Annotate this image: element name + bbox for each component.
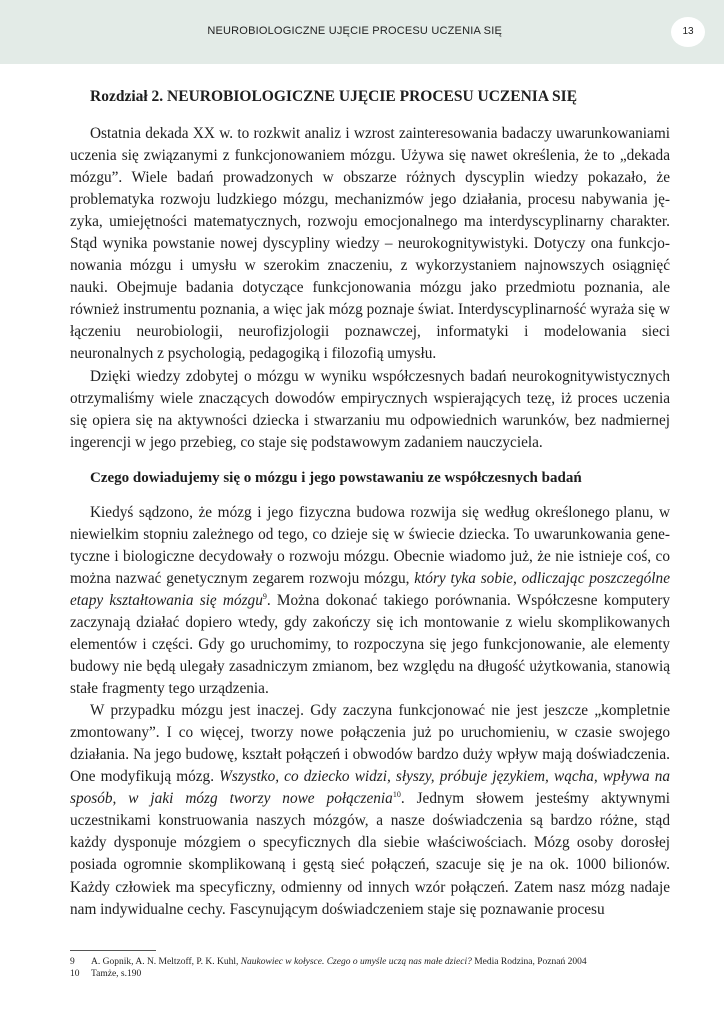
footnote-10 — [70, 968, 670, 980]
paragraph-4-quote: Wszystko, co dziecko widzi, słyszy, próbuje językiem, wącha, wpływa na sposób, w jaki mózg tworzy nowe połączenia — [70, 768, 671, 808]
paragraph-3-text-a: Kiedyś sądzono, że mózg i jego fizyczna budowa rozwija się według określonego planu, w niewielkim stopniu zależnego od tego, co dzieje się w świecie dziecka. To uwarunkowania genetyczne i biologiczne decydowały o rozwoju mózgu. Obecnie wiadomo już, że nie istnieje coś, co można nazwać genetycznym zegarem rozwoju mózgu, — [70, 503, 670, 587]
section-heading: Czego dowiadujemy się o mózgu i jego powstawaniu ze współczesnych badań — [90, 469, 582, 486]
footnote-divider — [70, 950, 156, 951]
paragraph-2: Dzięki wiedzy zdobytej o mózgu w wyniku współczesnych badań neurokognitywistycznych otrzymaliśmy wiele znaczących dowodów empirycznych wspierających tezę, iż proces uczenia się opiera się na aktywności dziecka i stwarzaniu mu odpowiednich warunków, bez nadmiernej ingerencji w jego przebieg, co staje się podstawowym zadaniem nauczyciela. — [70, 367, 670, 451]
running-title: NEUROBIOLOGICZNE UJĘCIE PROCESU UCZENIA SIĘ — [207, 25, 502, 37]
page-header — [0, 0, 724, 64]
footnote-ref-10: 10 — [392, 790, 401, 800]
footnote-authors: A. Gopnik, A. N. Meltzoff, P. K. Kuhl, — [91, 957, 241, 967]
footnote-9 — [70, 956, 670, 968]
chapter-heading: Rozdział 2. NEUROBIOLOGICZNE UJĘCIE PROCESU UCZENIA SIĘ — [90, 88, 578, 105]
footnote-ref-9: 9 — [262, 591, 267, 601]
footnotes — [70, 950, 670, 980]
footnote-publisher: Media Rodzina, Poznań 2004 — [471, 957, 587, 967]
footnote-number: 9 — [70, 957, 75, 967]
page-number: 13 — [671, 17, 705, 47]
paragraph-3-text-b: . Można dokonać takiego porównania. Współczesne komputery zaczynają działać dopiero wtedy, gdy zakończy się ich montowanie z wielu skomplikowanych elementów i części. Gdy go uruchomimy, to rozpoczyna się jego funkcjonowanie, ale elementy budowy nie będą ulegały zasadniczym zmianom, bez względu na długość użytkowania, stanowią stałe fragmenty tego urządzenia. — [70, 591, 670, 698]
paragraph-4-text-b: . Jednym słowem jesteśmy aktywnymi uczestnikami konstruowania naszych mózgów, a nasze doświadczenia są bardzo różne, stąd każdy dysponuje mózgiem o specyficznych dla siebie właściwościach. Mózg osoby dorosłej posiada ogromnie skomplikowaną i gęstą sieć połączeń, szacuje się je na ok. 1000 bilionów. Każdy człowiek ma specyficzny, odmienny od innych wzór połączeń. Zatem nasz mózg nadaje nam indywidualne cechy. Fascynującym doświadczeniem staje się poznawanie procesu — [70, 790, 670, 918]
paragraph-1: Ostatnia dekada XX w. to rozkwit analiz i wzrost zainteresowania badaczy uwarunkowaniami uczenia się związanymi z funkcjonowaniem mózgu. Używa się nawet określenia, że to „dekada mózgu”. Wiele badań prowadzonych w obszarze różnych dyscyplin wiedzy pokazało, że problematyka rozwoju ludzkiego mózgu, mechanizmów jego działania, procesu nabywania języka, umiejętności matematycznych, rozwoju emocjonalnego ma interdyscyplinarny charakter. Stąd wynika powstanie nowej dyscypliny wiedzy – neurokognitywistyki. Dotyczy ona funkcjonowania mózgu i umysłu w szerokim znaczeniu, z wykorzystaniem najnowszych osiągnięć nauki. Obejmuje badania dotyczące funkcjonowania mózgu jako przedmiotu poznania, ale również instrumentu poznania, a więc jak mózg poznaje świat. Interdyscyplinarność wyraża się w łączeniu neurobiologii, neurofizjologii poznawczej, informatyki i modelowania sieci neuronalnych z psychologią, pedagogiką i filozofią umysłu. — [70, 125, 670, 363]
paragraph-4 — [70, 700, 670, 920]
page-content — [70, 86, 670, 921]
paragraph-3 — [70, 502, 670, 700]
footnote-text: Tamże, s.190 — [91, 969, 142, 979]
footnote-book-title: Naukowiec w kołysce. Czego o umyśle uczą nas małe dzieci? — [240, 957, 472, 967]
paragraph-4-text-a: W przypadku mózgu jest inaczej. Gdy zaczyna funkcjonować nie jest jeszcze „kompletnie zmontowany”. I co więcej, tworzy nowe połączenia już po uruchomieniu, w czasie swojego działania. Na jego budowę, kształt połączeń i obwodów bardzo duży wpływ mają doświadczenia. One modyfikują mózg. — [70, 702, 670, 786]
footnote-number: 10 — [70, 969, 80, 979]
paragraph-3-quote: który tyka sobie, odliczając poszczególne etapy kształtowania się mózgu — [70, 569, 670, 609]
